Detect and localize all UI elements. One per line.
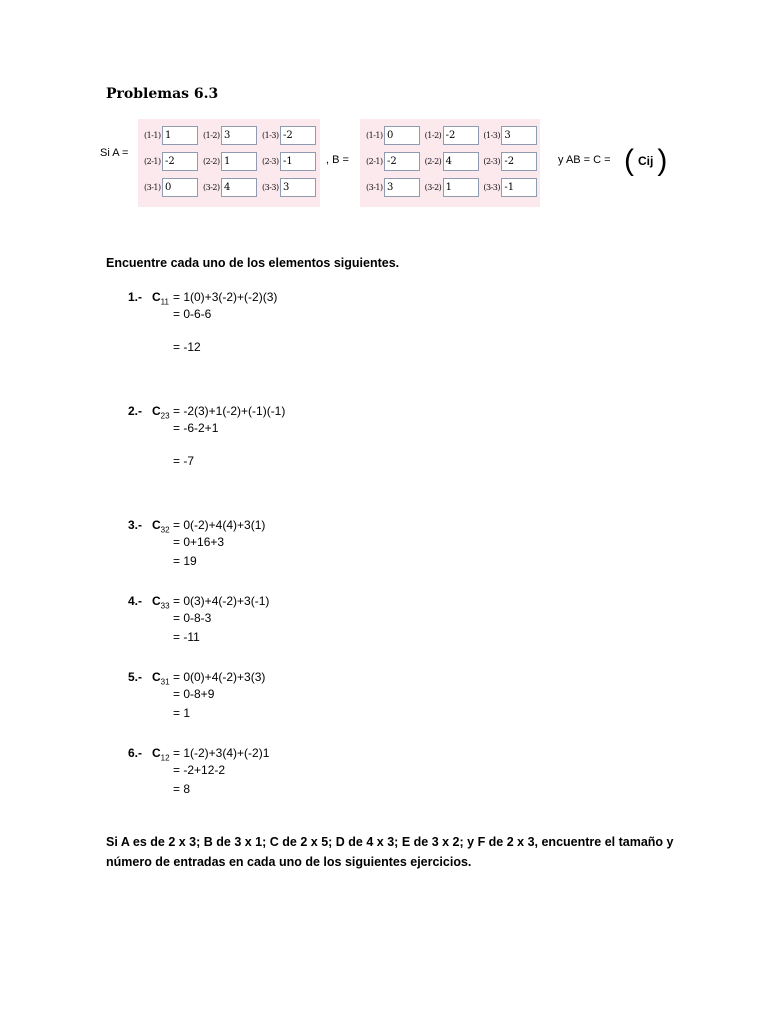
problem-variable: $C_{23}$ xyxy=(152,404,170,421)
matrix-cell xyxy=(479,126,538,145)
cell-value-field[interactable]: 3 xyxy=(221,126,257,145)
cell-value-field[interactable]: 1 xyxy=(162,126,198,145)
problem-step: = 0+16+3 xyxy=(173,535,225,549)
cell-value-field[interactable]: -2 xyxy=(384,152,420,171)
matrix-b-row xyxy=(362,174,538,200)
problem-step: = 8 xyxy=(173,782,191,796)
closing-text-segment: C xyxy=(269,835,279,849)
problem-variable: $C_{12}$ xyxy=(152,746,170,763)
cell-index: (3-3) xyxy=(262,182,279,192)
cell-index: (2-2) xyxy=(203,156,220,166)
matrix-cell xyxy=(199,152,258,171)
closing-text-segment: F xyxy=(477,835,486,849)
closing-paragraph xyxy=(106,832,686,872)
closing-text-segment: de 2 x 5; xyxy=(278,835,336,849)
closing-text-segment: Si xyxy=(106,835,121,849)
matrix-cell xyxy=(258,178,317,197)
cell-value-field[interactable]: 0 xyxy=(162,178,198,197)
matrix-cell xyxy=(362,178,421,197)
label-ab-eq: y AB = C = xyxy=(558,154,611,166)
matrix-a-row xyxy=(140,148,318,174)
label-si-a: Si A = xyxy=(100,147,129,159)
problem-step: = -12 xyxy=(173,340,201,354)
problem-step: = 19 xyxy=(173,554,197,568)
cell-value-field[interactable]: 1 xyxy=(443,178,479,197)
matrix-cell xyxy=(140,152,199,171)
cell-value-field[interactable]: 3 xyxy=(501,126,537,145)
problem-step: = -6-2+1 xyxy=(173,421,219,435)
problem-step: = -2(3)+1(-2)+(-1)(-1) xyxy=(173,404,286,418)
cell-value-field[interactable]: 0 xyxy=(384,126,420,145)
cell-value-field[interactable]: -2 xyxy=(443,126,479,145)
matrix-cell xyxy=(421,126,480,145)
cell-value-field[interactable]: 3 xyxy=(384,178,420,197)
cell-index: (3-3) xyxy=(483,182,500,192)
closing-text-segment: de 3 x 2; y xyxy=(410,835,478,849)
closing-text-segment: B xyxy=(203,835,213,849)
problem-step: = -2+12-2 xyxy=(173,763,226,777)
cell-value-field[interactable]: 4 xyxy=(221,178,257,197)
matrix-cell xyxy=(421,152,480,171)
left-paren: ( xyxy=(624,144,634,177)
problem-step: = 0-6-6 xyxy=(173,307,212,321)
problem-number: 5.- xyxy=(128,670,143,684)
cell-index: (2-3) xyxy=(262,156,279,166)
cell-index: (2-1) xyxy=(366,156,383,166)
cell-value-field[interactable]: -2 xyxy=(501,152,537,171)
cell-index: (3-2) xyxy=(203,182,220,192)
matrix-a-row xyxy=(140,174,318,200)
matrix-cell xyxy=(258,152,317,171)
problem-number: 4.- xyxy=(128,594,143,608)
instructions: Encuentre cada uno de los elementos siguientes. xyxy=(106,256,400,270)
problem-variable: $C_{31}$ xyxy=(152,670,170,687)
cell-index: (2-3) xyxy=(483,156,500,166)
matrix-cell xyxy=(421,178,480,197)
problem-step: = 1(-2)+3(4)+(-2)1 xyxy=(173,746,270,760)
matrix-cell xyxy=(140,178,199,197)
matrix-cell xyxy=(140,126,199,145)
closing-text-segment: de 3 x 1; xyxy=(212,835,270,849)
cell-value-field[interactable]: -2 xyxy=(162,152,198,171)
cell-index: (3-2) xyxy=(424,182,442,192)
cell-index: (1-3) xyxy=(262,130,279,140)
cell-index: (1-1) xyxy=(144,130,161,140)
cell-index: (2-1) xyxy=(144,156,161,166)
problem-step: = 1(0)+3(-2)+(-2)(3) xyxy=(173,290,278,304)
right-paren: ) xyxy=(657,144,668,177)
problem-variable: $C_{32}$ xyxy=(152,518,170,535)
problem-step: = 1 xyxy=(173,706,191,720)
closing-text-segment: A xyxy=(120,835,130,849)
closing-text-segment: E xyxy=(401,835,411,849)
matrix-a xyxy=(138,119,320,207)
cell-index: (3-1) xyxy=(144,182,161,192)
cell-value-field[interactable]: -1 xyxy=(501,178,537,197)
problem-number: 6.- xyxy=(128,746,143,760)
problem-number: 2.- xyxy=(128,404,143,418)
matrix-cell xyxy=(479,152,538,171)
cell-value-field[interactable]: 4 xyxy=(443,152,479,171)
matrix-cell xyxy=(258,126,317,145)
problem-step: = 0-8-3 xyxy=(173,611,212,625)
cell-value-field[interactable]: -2 xyxy=(280,126,316,145)
problem-variable: $C_{11}$ xyxy=(152,290,169,307)
problem-step: = -11 xyxy=(173,630,200,644)
problem-step: = -7 xyxy=(173,454,195,468)
problem-step: = 0(0)+4(-2)+3(3) xyxy=(173,670,266,684)
cell-value-field[interactable]: 1 xyxy=(221,152,257,171)
closing-text-segment: D xyxy=(335,835,345,849)
cell-value-field[interactable]: 3 xyxy=(280,178,316,197)
matrix-b-row xyxy=(362,148,538,174)
cell-index: (1-2) xyxy=(203,130,220,140)
problem-step: = 0(3)+4(-2)+3(-1) xyxy=(173,594,270,608)
problem-number: 3.- xyxy=(128,518,143,532)
label-b-eq: , B = xyxy=(326,154,349,166)
matrix-cell xyxy=(362,126,421,145)
page-title: Problemas 6.3 xyxy=(106,86,219,102)
matrix-b xyxy=(360,119,540,207)
cell-index: (1-2) xyxy=(424,130,442,140)
matrix-cell xyxy=(479,178,538,197)
cell-index: (1-1) xyxy=(366,130,383,140)
closing-text-segment: de 4 x 3; xyxy=(344,835,402,849)
problem-number: 1.- xyxy=(128,290,143,304)
matrix-cell xyxy=(199,126,258,145)
cij-label: Cij xyxy=(638,154,654,168)
matrix-cell xyxy=(199,178,258,197)
cell-value-field[interactable]: -1 xyxy=(280,152,316,171)
cell-index: (3-1) xyxy=(366,182,383,192)
closing-text-segment: es de 2 x 3; xyxy=(129,835,204,849)
cij-expression xyxy=(620,146,671,176)
problem-step: = 0(-2)+4(4)+3(1) xyxy=(173,518,266,532)
problem-variable: $C_{33}$ xyxy=(152,594,170,611)
closing-text-segment: de 2 x 3, encuentre el tamaño y número de entradas en cada uno de los siguientes ejercicios. xyxy=(106,835,674,869)
matrix-a-row xyxy=(140,122,318,148)
problem-step: = 0-8+9 xyxy=(173,687,215,701)
cell-index: (2-2) xyxy=(424,156,442,166)
matrix-cell xyxy=(362,152,421,171)
cell-index: (1-3) xyxy=(483,130,500,140)
matrix-b-row xyxy=(362,122,538,148)
